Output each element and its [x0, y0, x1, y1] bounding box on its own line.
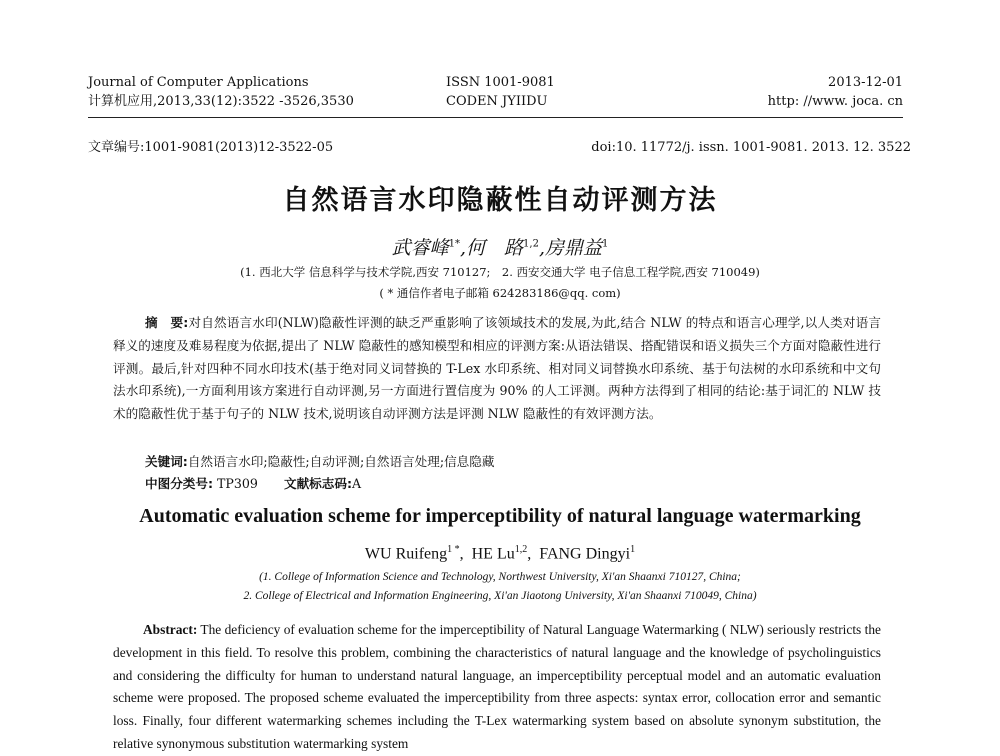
affiliation-en-2: 2. College of Electrical and Information Engineering, Xi'an Jiaotong University, Xi'an Shaanxi 710049, China)	[243, 590, 757, 602]
author-2-en: HE Lu	[471, 545, 515, 563]
classification-label: 中图分类号:	[145, 476, 214, 491]
author-2-cn: 何 路	[466, 237, 524, 259]
author-3-sup-en: 1	[630, 544, 636, 555]
authors-cn: 武睿峰$^{1*}$,何 路$^{1,2}$,房鼎益$^1$	[391, 237, 609, 259]
classification-value: TP309	[217, 476, 258, 491]
coden: CODEN JYIIDU	[446, 94, 548, 109]
author-1-sup-cn: 1*	[448, 238, 460, 250]
doc-code-label: 文献标志码:	[283, 476, 352, 491]
doi[interactable]: doi:10. 11772/j. issn. 1001-9081. 2013. 12. 3522	[591, 140, 911, 155]
author-1-cn: 武睿峰	[391, 237, 449, 259]
abstract-label-cn: 摘 要:	[145, 315, 189, 330]
authors-en: WU Ruifeng$^{1 *}$, HE Lu$^{1,2}$, FANG Dingyi$^1$	[364, 544, 636, 563]
abstract-en	[113, 619, 881, 756]
author-1-sup-en: 1 *	[447, 544, 460, 555]
issn: ISSN 1001-9081	[446, 75, 555, 90]
author-3-cn: 房鼎益	[545, 237, 603, 259]
abstract-text-cn: 对自然语言水印(NLW)隐蔽性评测的缺乏严重影响了该领域技术的发展,为此,结合 NLW 的特点和语言心理学,以人类对语言释义的速度及难易程度为依据,提出了 NLW 隐蔽性的感知模型和相应的评测方案:从语法错误、搭配错误和语义损失三个方面对隐蔽性进行评测。最后,针对四种不同水印技术(基于绝对同义词替换的 T-Lex 水印系统、相对同义词替换水印系统、基于句法树的水印系统和中文句法水印系统),一方面利用该方案进行自动评测,另一方面进行置信度为 90% 的人工评测。两种方法得到了相同的结论:基于词汇的 NLW 技术的隐蔽性优于基于句子的 NLW 技术,说明该自动评测方法是评测 NLW 隐蔽性的有效评测方法。	[113, 315, 881, 422]
affiliation-cn: (1. 西北大学 信息科学与技术学院,西安 710127; 2. 西安交通大学 电子信息工程学院,西安 710049)	[240, 265, 760, 279]
page-title-cn: 自然语言水印隐蔽性自动评测方法	[282, 185, 718, 216]
abstract-label-en: Abstract:	[143, 622, 198, 637]
header-rule	[88, 117, 903, 118]
journal-name-en: Journal of Computer Applications	[88, 75, 309, 90]
author-2-sup-cn: 1,2	[523, 238, 539, 250]
author-2-sup-en: 1,2	[514, 544, 528, 555]
abstract-text-en: The deficiency of evaluation scheme for the imperceptibility of Natural Language Watermarking ( NLW) seriously restricts the development in this field. To resolve this problem, combining the characteristics of natural language and the knowledge of psycholinguistics and considering the difficulty for human to understand natural language, an imperceptibility perceptual model and an automatic evaluation scheme were proposed. The proposed scheme evaluated the imperceptibility from three aspects: syntax error, collocation error and semantic loss. Finally, four different watermarking schemes including the T-Lex watermarking system based on absolute synonym substitution, the relative synonymous substitution watermarking system	[113, 622, 881, 751]
journal-url[interactable]: http: //www. joca. cn	[767, 94, 903, 109]
corresponding-email-cn: ( * 通信作者电子邮箱 624283186@qq. com)	[379, 286, 621, 300]
keywords-cn	[145, 451, 494, 473]
author-3-sup-cn: 1	[602, 238, 609, 250]
doc-code-value: A	[351, 476, 362, 491]
abstract-cn	[113, 312, 881, 426]
page-title-en: Automatic evaluation scheme for imperceptibility of natural language watermarking	[139, 505, 861, 527]
keywords-text-cn: 自然语言水印;隐蔽性;自动评测;自然语言处理;信息隐藏	[187, 454, 495, 469]
affiliation-en-1: (1. College of Information Science and Technology, Northwest University, Xi'an Shaanxi 710127, China;	[259, 571, 741, 583]
author-1-en: WU Ruifeng	[364, 545, 448, 563]
keywords-label-cn: 关键词:	[145, 454, 188, 469]
journal-citation-cn: 计算机应用,2013,33(12):3522 -3526,3530	[88, 94, 354, 109]
author-3-en: FANG Dingyi	[539, 545, 631, 563]
classification-cn	[145, 473, 361, 495]
article-number: 文章编号:1001-9081(2013)12-3522-05	[88, 140, 334, 155]
publish-date: 2013-12-01	[828, 75, 903, 90]
